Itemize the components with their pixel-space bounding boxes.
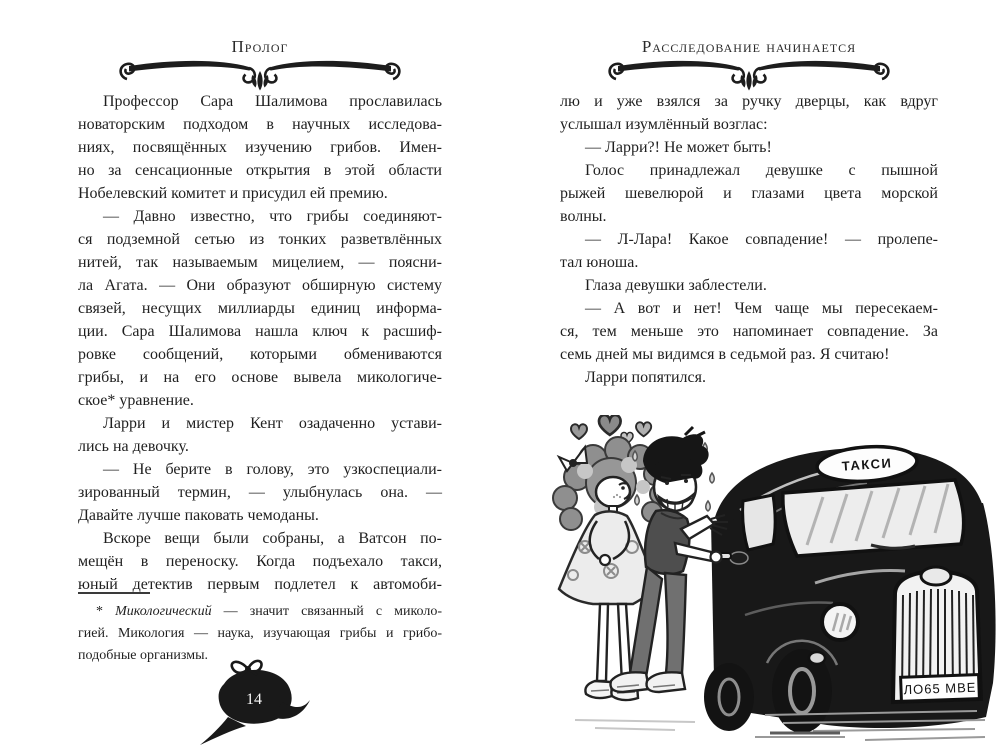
text-line: Ларри и мистер Кент озадаченно устави- bbox=[103, 415, 442, 432]
text-line: ниях, посвящённых изучению грибов. Имен- bbox=[78, 139, 442, 156]
footnote-line: подобные организмы. bbox=[78, 648, 208, 663]
text-line: Нобелевский комитет и присудил ей премию. bbox=[78, 185, 388, 202]
text-line: ла Агата. — Они образуют обширную систему bbox=[78, 277, 442, 294]
text-line: новаторским подходом в научных исследова- bbox=[78, 116, 442, 133]
text-line: Голос принадлежал девушке с пышной bbox=[585, 162, 938, 179]
footnote-line: гией. Микология — наука, изучающая грибы и грибо- bbox=[78, 626, 442, 641]
taxi-sign-text: ТАКСИ bbox=[841, 455, 893, 474]
text-line: ся, тем меньше это напоминает совпадение. За bbox=[560, 323, 938, 340]
illustration bbox=[515, 415, 1001, 751]
text-line: тал юноша. bbox=[560, 254, 639, 271]
taxi-headlight bbox=[822, 604, 858, 640]
body-text-left bbox=[78, 90, 442, 596]
page-number: 14 bbox=[246, 691, 262, 708]
text-line: юный детектив первым подлетел к автомоби- bbox=[78, 576, 442, 593]
footnote-rule bbox=[78, 592, 150, 594]
footnote-text: — значит связанный с миколо- bbox=[211, 604, 443, 619]
taxi-windshield bbox=[783, 480, 964, 556]
text-line: лись на девочку. bbox=[78, 438, 189, 455]
taxi-mirror bbox=[730, 552, 748, 564]
text-line: — Л-Лара! Какое совпадение! — пролепе- bbox=[585, 231, 938, 248]
text-line: но за сенсационные открытия в этой области bbox=[78, 162, 442, 179]
left-page bbox=[78, 0, 442, 751]
text-line: зированный термин, — улыбнулась она. — bbox=[78, 484, 442, 501]
page-number-hat bbox=[196, 656, 311, 748]
text-line: Профессор Сара Шалимова прославилась bbox=[103, 93, 442, 110]
header-flourish-right bbox=[604, 57, 894, 91]
text-line: ции. Сара Шалимова нашла ключ к расшиф- bbox=[78, 323, 442, 340]
text-line: мещён в переноску. Когда подъехало такси, bbox=[78, 553, 442, 570]
body-text-right bbox=[560, 90, 938, 389]
license-plate bbox=[901, 675, 980, 702]
footnote-term: Микологический bbox=[115, 604, 212, 619]
footnote-line bbox=[78, 601, 442, 623]
running-head-left: Пролог bbox=[231, 37, 289, 56]
text-line: Ларри попятился. bbox=[585, 369, 706, 386]
taxi-blinker bbox=[809, 652, 825, 664]
text-line: ское* уравнение. bbox=[78, 392, 194, 409]
text-line: ся подземной сетью из тонких разветвлённых bbox=[78, 231, 442, 248]
text-line: — Ларри?! Не может быть! bbox=[585, 139, 772, 156]
text-line: грибы, и на его основе вывела микологиче- bbox=[78, 369, 442, 386]
running-head-right: Расследование начинается bbox=[641, 37, 857, 56]
text-line: Глаза девушки заблестели. bbox=[585, 277, 767, 294]
footnote-marker: * bbox=[96, 604, 116, 619]
license-plate-text: ЛО65 МВЕ bbox=[903, 679, 977, 698]
text-line: лю и уже взялся за ручку дверцы, как вдруг bbox=[560, 93, 938, 110]
taxi-side-window bbox=[743, 495, 776, 550]
text-line: семь дней мы видимся в седьмой раз. Я считаю! bbox=[560, 346, 890, 363]
header-flourish-left bbox=[115, 57, 405, 91]
text-line: нитей, так называемым мицелием, — поясни- bbox=[78, 254, 442, 271]
text-line: — Давно известно, что грибы соединяют- bbox=[103, 208, 442, 225]
text-line: ровке сообщений, которыми обмениваются bbox=[78, 346, 442, 363]
text-line: волны. bbox=[560, 208, 607, 225]
taxi-rear-wheel bbox=[704, 663, 754, 731]
text-line: связей, несущих миллиарды единиц информа- bbox=[78, 300, 442, 317]
text-line: рыжей шевелюрой и глазами цвета морской bbox=[560, 185, 938, 202]
text-line: Вскоре вещи были собраны, а Ватсон по- bbox=[103, 530, 442, 547]
text-line: Давайте лучше паковать чемоданы. bbox=[78, 507, 319, 524]
text-line: — А вот и нет! Чем чаще мы пересекаем- bbox=[585, 300, 938, 317]
text-line: услышал изумлённый возглас: bbox=[560, 116, 768, 133]
taxi bbox=[704, 444, 996, 733]
text-line: — Не берите в голову, это узкоспециали- bbox=[103, 461, 442, 478]
